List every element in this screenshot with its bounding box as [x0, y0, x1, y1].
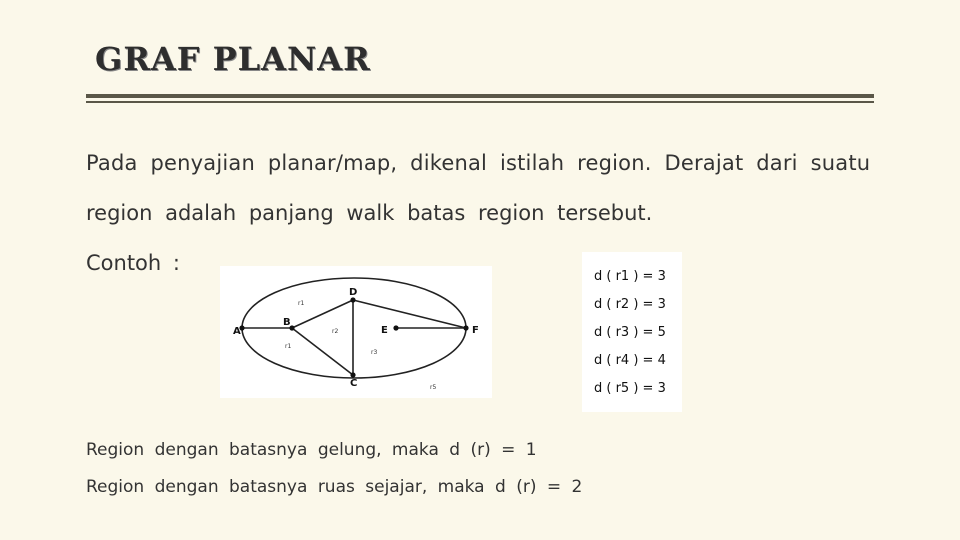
vertex-label-F: F	[472, 325, 479, 336]
degree-r3: d ( r3 ) = 5	[594, 325, 666, 340]
degree-r4: d ( r4 ) = 4	[594, 353, 666, 368]
vertex-E	[393, 325, 398, 330]
vertex-F	[463, 325, 468, 330]
definition-line-1: Pada penyajian planar/map, dikenal istilah region. Derajat dari suatu	[86, 151, 871, 175]
vertex-label-A: A	[233, 326, 241, 337]
region-label-r1-bottom: r1	[285, 343, 292, 350]
title-divider-thin	[86, 101, 874, 103]
vertex-label-B: B	[283, 317, 291, 328]
slide-title: GRAF PLANAR	[95, 40, 371, 78]
note-loop-region: Region dengan batasnya gelung, maka d (r) = 1	[86, 440, 537, 460]
region-degree-list	[582, 252, 682, 412]
definition-line-2: region adalah panjang walk batas region tersebut.	[86, 201, 653, 225]
vertex-C	[350, 372, 355, 377]
degree-r2: d ( r2 ) = 3	[594, 297, 666, 312]
edge-D-F	[353, 300, 466, 328]
title-divider-thick	[86, 94, 874, 98]
planar-graph-figure	[220, 266, 492, 398]
vertex-label-E: E	[381, 325, 388, 336]
example-label: Contoh :	[86, 251, 180, 275]
region-label-r1-top: r1	[298, 300, 305, 307]
degree-r5: d ( r5 ) = 3	[594, 381, 666, 396]
vertex-D	[350, 297, 355, 302]
region-label-r3: r3	[371, 349, 378, 356]
edge-B-C	[292, 328, 353, 375]
vertex-label-C: C	[350, 378, 358, 389]
vertex-label-D: D	[349, 287, 358, 298]
region-label-r5: r5	[430, 384, 437, 391]
region-label-r2: r2	[332, 328, 339, 335]
note-parallel-region: Region dengan batasnya ruas sejajar, maka d (r) = 2	[86, 477, 583, 497]
degree-r1: d ( r1 ) = 3	[594, 269, 666, 284]
